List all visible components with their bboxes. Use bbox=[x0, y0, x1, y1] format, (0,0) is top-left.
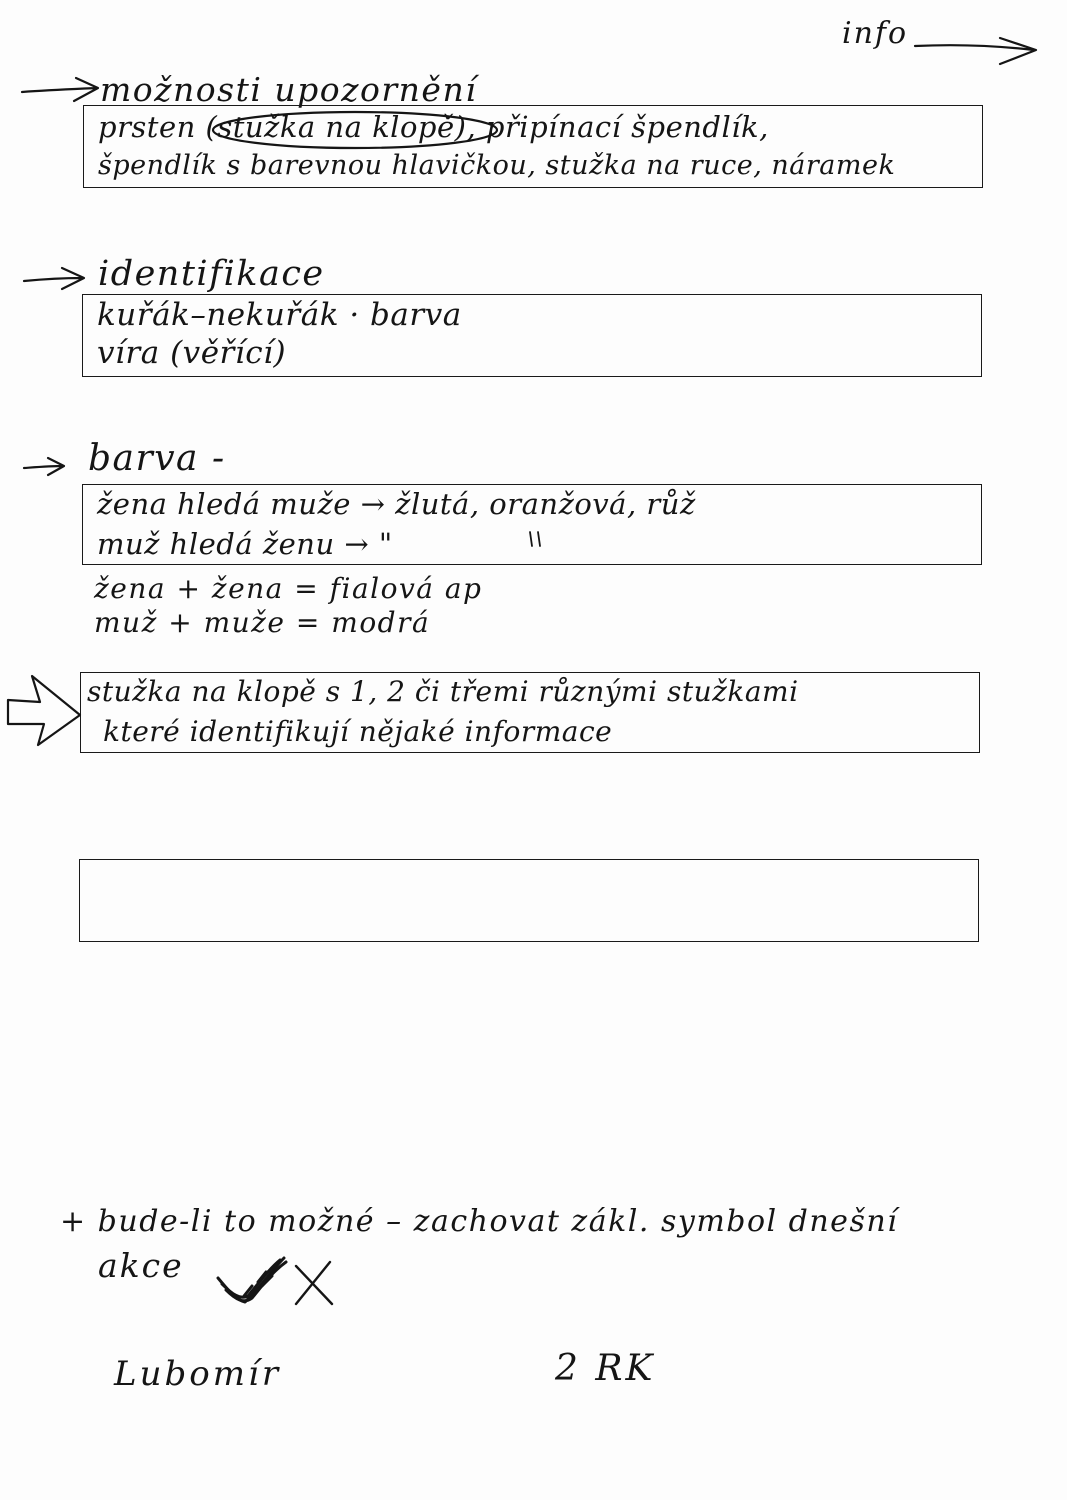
signature: Lubomír bbox=[114, 1354, 282, 1394]
footer-note-line-1: + bude-li to možné – zachovat zákl. symbol dnešní bbox=[60, 1204, 899, 1239]
notification-line-1: prsten (stužka na klopě), připínací špendlík, bbox=[98, 110, 769, 144]
box-identification bbox=[82, 294, 982, 377]
heading-color: barva - bbox=[88, 438, 226, 479]
color-free-line-2: muž + muže = modrá bbox=[94, 606, 431, 639]
corner-arrow-icon bbox=[915, 38, 1036, 64]
color-free-line-1: žena + žena = fialová ap bbox=[94, 572, 483, 605]
notification-line-2: špendlík s barevnou hlavičkou, stužka na ruce, náramek bbox=[98, 150, 896, 181]
color-line-2: muž hledá ženu → " bbox=[97, 527, 393, 561]
box-ribbon bbox=[80, 672, 980, 753]
arrow-ribbon-outline-icon bbox=[8, 676, 80, 745]
heading-notification-options: možnosti upozornění bbox=[100, 70, 478, 109]
identification-line-2: víra (věřící) bbox=[97, 335, 287, 371]
box-color bbox=[82, 484, 982, 565]
footer-note-line-2: akce bbox=[98, 1246, 184, 1285]
check-mark-icon bbox=[218, 1258, 286, 1302]
group-label: 2 RK bbox=[555, 1348, 656, 1389]
heading-identification: identifikace bbox=[98, 254, 325, 294]
cross-mark-icon bbox=[296, 1262, 332, 1304]
arrow-notification-icon bbox=[22, 78, 98, 101]
arrow-color-icon bbox=[24, 458, 64, 475]
color-line-1: žena hledá muže → žlutá, oranžová, růž bbox=[97, 487, 696, 521]
box-empty bbox=[79, 859, 979, 942]
identification-line-1: kuřák–nekuřák · barva bbox=[97, 297, 462, 333]
arrow-identification-icon bbox=[24, 268, 84, 289]
corner-note-info: info bbox=[842, 16, 909, 51]
ribbon-line-2: které identifikují nějaké informace bbox=[103, 715, 613, 748]
box-notification-options bbox=[83, 105, 983, 188]
ribbon-line-1: stužka na klopě s 1, 2 či třemi různými stužkami bbox=[87, 675, 799, 708]
